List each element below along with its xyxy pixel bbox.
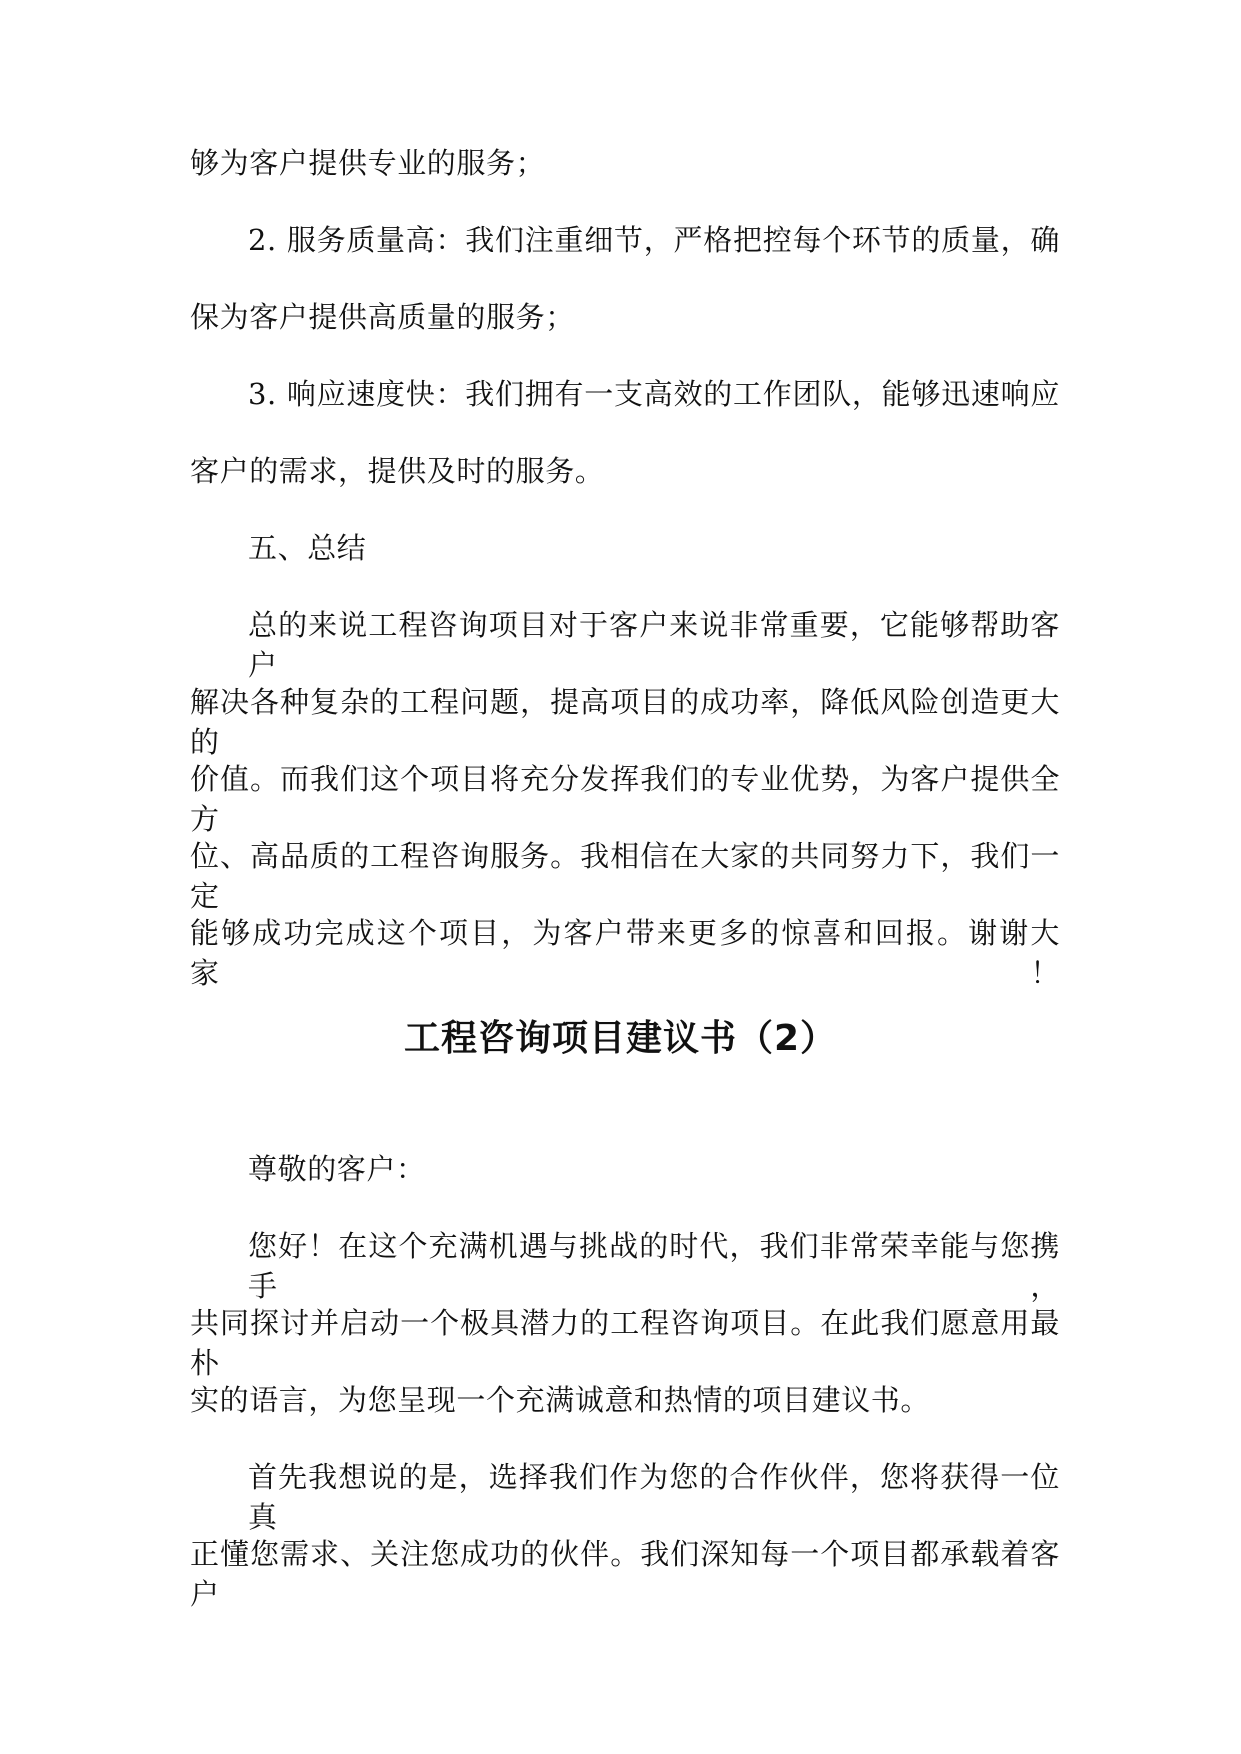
- body-line-8: 解决各种复杂的工程问题，提高项目的成功率，降低风险创造更大的: [190, 685, 1060, 759]
- letter-line-2: 您好！在这个充满机遇与挑战的时代，我们非常荣幸能与您携手，: [248, 1229, 1060, 1303]
- body-line-1: 够为客户提供专业的服务；: [190, 146, 546, 180]
- section-heading: 五、总结: [248, 531, 367, 565]
- body-line-4: 3. 响应速度快：我们拥有一支高效的工作团队，能够迅速响应: [248, 377, 1060, 411]
- body-line-3: 保为客户提供高质量的服务；: [190, 300, 575, 334]
- letter-line-4: 实的语言，为您呈现一个充满诚意和热情的项目建议书。: [190, 1383, 931, 1417]
- document-title: 工程咨询项目建议书（2）: [403, 1018, 838, 1059]
- body-line-2: 2. 服务质量高：我们注重细节，严格把控每个环节的质量，确: [248, 223, 1060, 257]
- body-line-9: 价值。而我们这个项目将充分发挥我们的专业优势，为客户提供全方: [190, 762, 1060, 836]
- letter-line-6: 正懂您需求、关注您成功的伙伴。我们深知每一个项目都承载着客户: [190, 1537, 1060, 1611]
- letter-line-3: 共同探讨并启动一个极具潜力的工程咨询项目。在此我们愿意用最朴: [190, 1306, 1060, 1380]
- letter-salutation: 尊敬的客户：: [248, 1152, 426, 1186]
- body-line-10: 位、高品质的工程咨询服务。我相信在大家的共同努力下，我们一定: [190, 839, 1060, 913]
- body-line-7: 总的来说工程咨询项目对于客户来说非常重要，它能够帮助客户: [248, 608, 1060, 682]
- body-line-5: 客户的需求，提供及时的服务。: [190, 454, 605, 488]
- body-line-11: 能够成功完成这个项目，为客户带来更多的惊喜和回报。谢谢大家！: [190, 916, 1060, 990]
- letter-line-5: 首先我想说的是，选择我们作为您的合作伙伴，您将获得一位真: [248, 1460, 1060, 1534]
